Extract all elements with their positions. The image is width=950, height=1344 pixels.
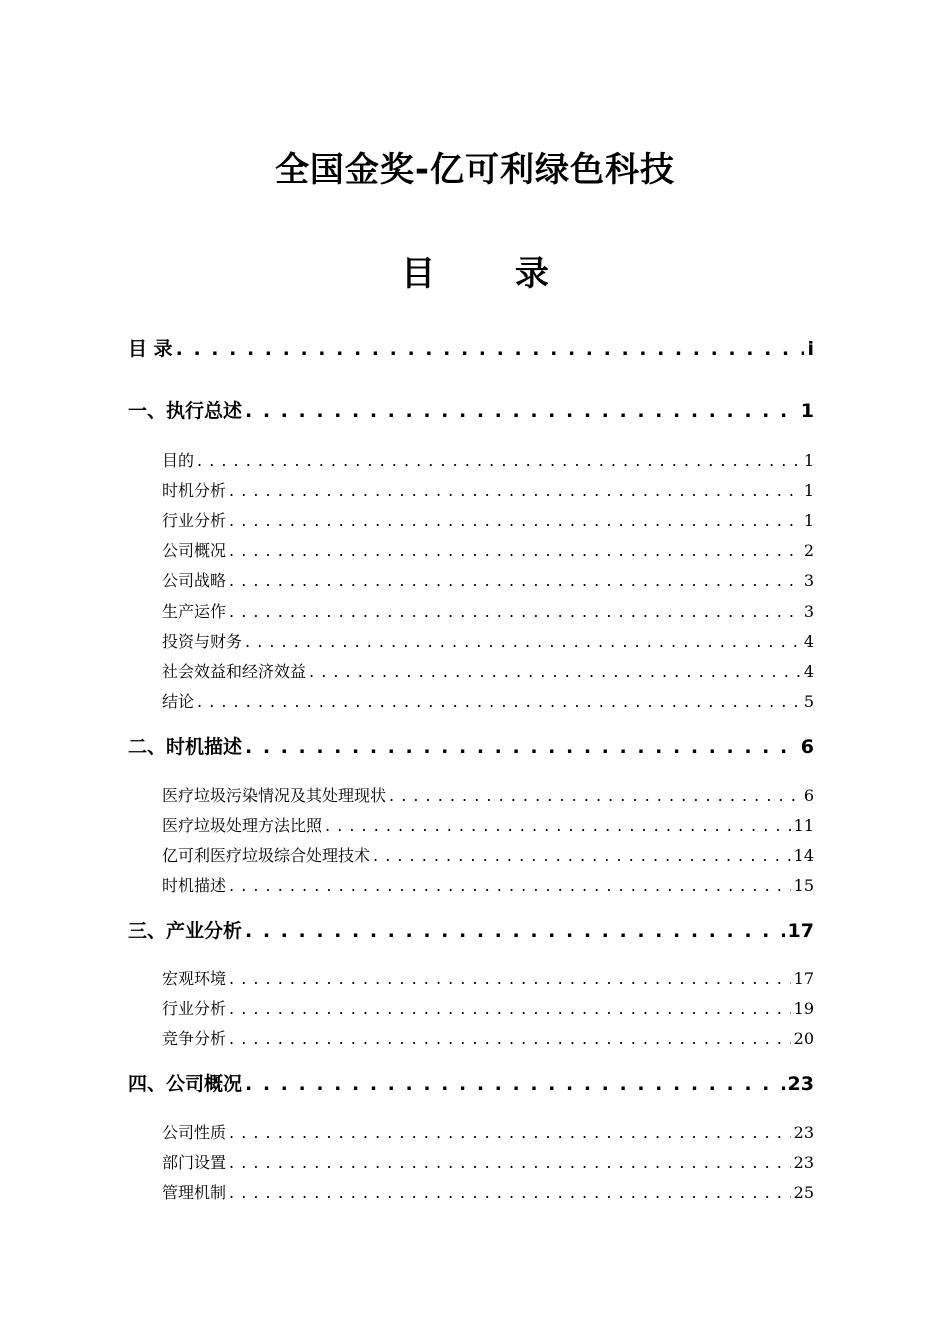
toc-dot-leader (229, 511, 801, 530)
toc-entry-label: 目的 (162, 451, 195, 470)
toc-entry-page: 3 (803, 571, 814, 590)
toc-entry-label: 社会效益和经济效益 (162, 662, 307, 681)
toc-entry-page: 1 (803, 511, 814, 530)
toc-entry-page: 25 (793, 1183, 814, 1202)
toc-entry-page: 11 (793, 816, 814, 835)
toc-entry-section[interactable] (162, 1026, 814, 1049)
toc-entry-chapter-1[interactable] (128, 396, 814, 423)
toc-dot-leader (229, 876, 791, 895)
toc-entry-page: 19 (793, 999, 814, 1018)
toc-entry-page: i (807, 338, 814, 360)
toc-entry-label: 公司概况 (162, 541, 227, 560)
toc-dot-leader (229, 602, 801, 621)
toc-entry-section[interactable] (162, 843, 814, 866)
toc-entry-page: 3 (803, 602, 814, 621)
toc-entry-section[interactable] (162, 629, 814, 652)
toc-entry-page: 2 (803, 541, 814, 560)
toc-entry-section[interactable] (162, 689, 814, 712)
toc-entry-label: 部门设置 (162, 1153, 227, 1172)
toc-entry-section[interactable] (162, 1150, 814, 1173)
toc-entry-label: 宏观环境 (162, 969, 227, 988)
toc-entry-label: 行业分析 (162, 511, 227, 530)
toc-entry-page: 4 (803, 662, 814, 681)
toc-dot-leader (245, 736, 798, 758)
toc-entry-chapter-3[interactable] (128, 916, 814, 943)
toc-entry-page: 1 (800, 400, 814, 422)
toc-entry-section[interactable] (162, 1180, 814, 1203)
toc-dot-leader (229, 999, 791, 1018)
toc-entry-section[interactable] (162, 873, 814, 896)
toc-entry-label: 投资与财务 (162, 632, 243, 651)
toc-entry-contents[interactable] (128, 334, 814, 361)
toc-dot-leader (245, 632, 801, 651)
toc-entry-label: 管理机制 (162, 1183, 227, 1202)
toc-entry-page: 17 (787, 920, 814, 942)
toc-heading: 目 录 (401, 254, 583, 294)
toc-entry-section[interactable] (162, 1120, 814, 1143)
toc-entry-chapter-2[interactable] (128, 732, 814, 759)
toc-entry-label: 二、时机描述 (128, 736, 243, 758)
toc-dot-leader (229, 1153, 791, 1172)
toc-entry-page: 15 (793, 876, 814, 895)
toc-entry-label: 目 录 (128, 338, 173, 360)
toc-entry-label: 医疗垃圾处理方法比照 (162, 816, 323, 835)
toc-entry-label: 公司性质 (162, 1123, 227, 1142)
toc-dot-leader (325, 816, 791, 835)
toc-dot-leader (229, 541, 801, 560)
toc-dot-leader (245, 920, 785, 942)
toc-entry-label: 一、执行总述 (128, 400, 243, 422)
toc-entry-label: 亿可利医疗垃圾综合处理技术 (162, 846, 371, 865)
toc-entry-page: 17 (793, 969, 814, 988)
toc-dot-leader (245, 400, 798, 422)
toc-dot-leader (197, 692, 801, 711)
toc-dot-leader (373, 846, 791, 865)
toc-entry-page: 5 (803, 692, 814, 711)
toc-entry-section[interactable] (162, 478, 814, 501)
toc-entry-label: 时机描述 (162, 876, 227, 895)
toc-dot-leader (229, 481, 801, 500)
toc-dot-leader (229, 1183, 791, 1202)
toc-entry-page: 20 (793, 1029, 814, 1048)
toc-entry-page: 6 (800, 736, 814, 758)
toc-entry-section[interactable] (162, 508, 814, 531)
toc-entry-page: 14 (793, 846, 814, 865)
document-title: 全国金奖-亿可利绿色科技 (274, 150, 676, 190)
toc-entry-section[interactable] (162, 599, 814, 622)
toc-entry-section[interactable] (162, 568, 814, 591)
toc-entry-section[interactable] (162, 996, 814, 1019)
toc-dot-leader (245, 1073, 785, 1095)
toc-entry-section[interactable] (162, 448, 814, 471)
toc-entry-section[interactable] (162, 538, 814, 561)
toc-entry-section[interactable] (162, 783, 814, 806)
toc-entry-label: 四、公司概况 (128, 1073, 243, 1095)
toc-entry-label: 公司战略 (162, 571, 227, 590)
toc-entry-section[interactable] (162, 659, 814, 682)
toc-dot-leader (229, 571, 801, 590)
toc-dot-leader (229, 969, 791, 988)
toc-entry-page: 4 (803, 632, 814, 651)
toc-entry-label: 三、产业分析 (128, 920, 243, 942)
toc-entry-page: 23 (793, 1123, 814, 1142)
toc-entry-page: 23 (793, 1153, 814, 1172)
toc-dot-leader (229, 1123, 791, 1142)
toc-entry-page: 1 (803, 451, 814, 470)
toc-entry-label: 生产运作 (162, 602, 227, 621)
toc-dot-leader (229, 1029, 791, 1048)
toc-dot-leader (197, 451, 801, 470)
toc-entry-chapter-4[interactable] (128, 1069, 814, 1096)
toc-entry-page: 6 (803, 786, 814, 805)
toc-entry-label: 时机分析 (162, 481, 227, 500)
toc-entry-label: 行业分析 (162, 999, 227, 1018)
toc-entry-page: 23 (787, 1073, 814, 1095)
toc-entry-section[interactable] (162, 966, 814, 989)
toc-entry-label: 结论 (162, 692, 195, 711)
toc-dot-leader (389, 786, 801, 805)
toc-dot-leader (176, 338, 805, 360)
toc-dot-leader (309, 662, 801, 681)
toc-entry-label: 医疗垃圾污染情况及其处理现状 (162, 786, 387, 805)
toc-entry-label: 竞争分析 (162, 1029, 227, 1048)
toc-entry-page: 1 (803, 481, 814, 500)
toc-entry-section[interactable] (162, 813, 814, 836)
